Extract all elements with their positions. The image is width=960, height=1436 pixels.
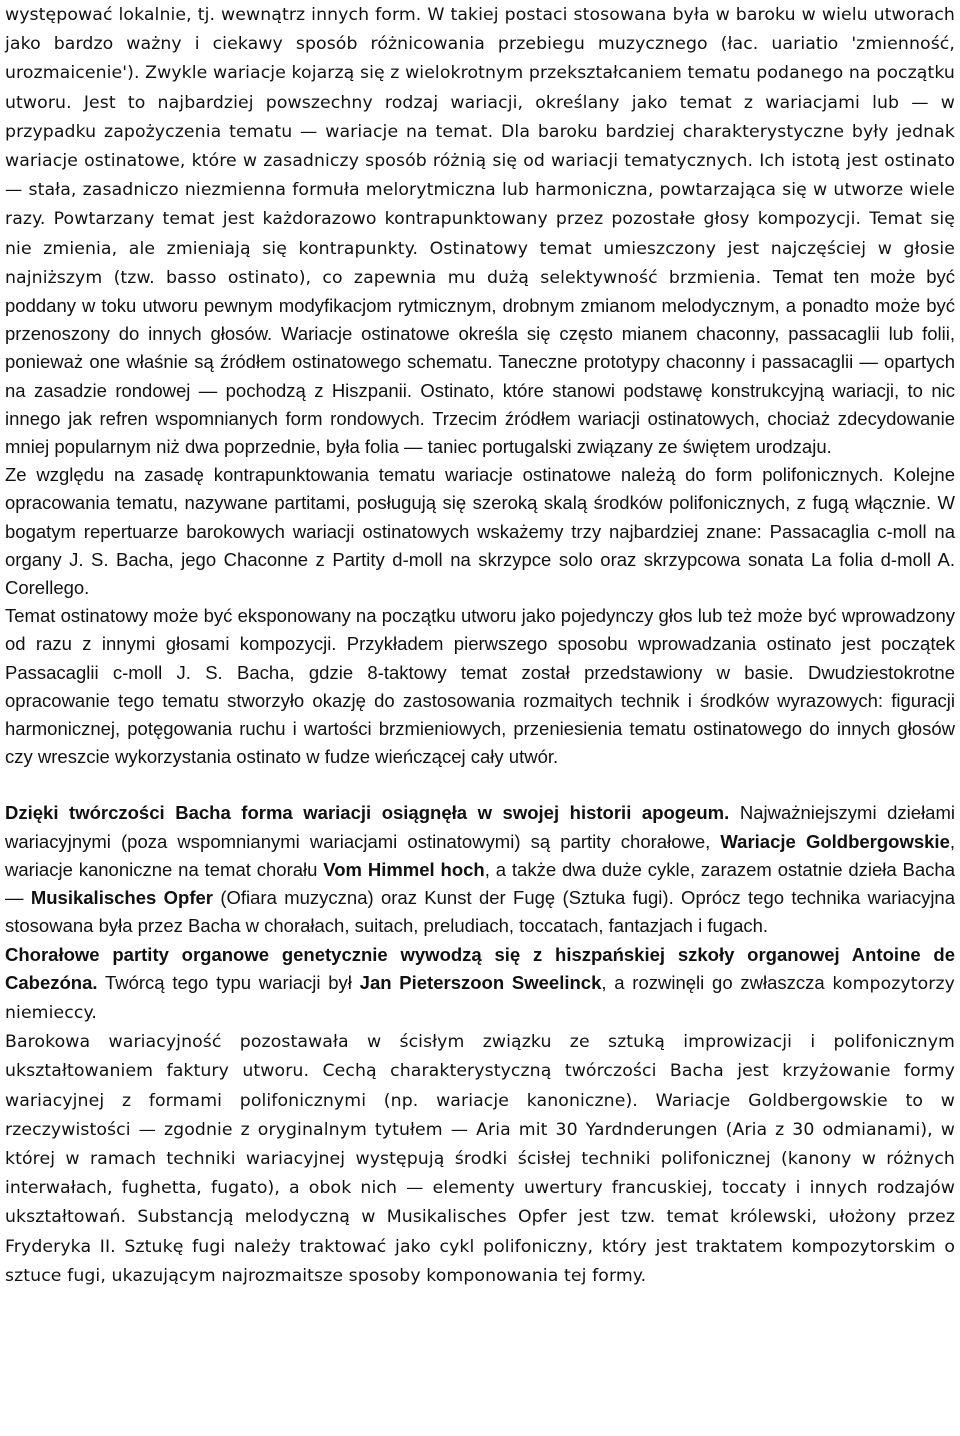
text-segment: Ze względu na zasadę kontrapunktowania tematu wariacje ostinatowe należą do form polifonicznych. Kolejne opracowania tematu, nazywane partitami, posługują się szeroką skalą środków polifonicznych, z fugą włącznie. W bogatym repertuarze barokowych wariacji ostinatowych wskażemy trzy najbardziej znane: Passacaglia c-moll na organy J. S. Bacha, jego Chaconne z Partity d-moll na skrzypce solo oraz skrzypcowa sonata La folia d-moll A. Corellego. [5, 464, 955, 599]
bold-text: Musikalisches Opfer [30, 887, 213, 909]
paragraph-chorale-partitas [5, 941, 955, 1028]
bold-text: Dzięki twórczości Bacha forma wariacji osiągnęła w swojej historii apogeum. [5, 802, 730, 824]
text-segment: Twórcą tego typu wariacji był [97, 971, 360, 993]
text-segment: (Ofiara muzyczna) oraz Kunst der Fugę (Sztuka fugi). Oprócz tego technika wariacyjna stosowana była przez Bacha w chorałach, suitach, preludiach, toccatach, fantazjach i fugach. [5, 887, 956, 937]
bold-text: Chorałowe partity organowe genetycznie wywodzą się z hiszpańskiej szkoły organowej Antoine de Cabezóna. [5, 943, 955, 993]
text-segment: Temat ten może być poddany w toku utworu pewnym modyfikacjom rytmicznym, drobnym zmianom melodycznym, a ponadto może być przenoszony do innych głosów. Wariacje ostinatowe określa się często mianem chaconny, passacaglii lub folii, ponieważ one właśnie są źródłem ostinatowego schematu. Taneczne prototypy chaconny i passacaglii — opartych na zasadzie rondowej — pochodzą z Hiszpanii. Ostinato, które stanowi podstawę konstrukcyjną wariacji, to nic innego jak refren wspomnianych form rondowych. Trzecim źródłem wariacji ostinatowych, chociaż zdecydowanie mniej popularnym niż dwa poprzednie, była folia — taniec portugalski związany ze świętem urodzaju. [5, 265, 956, 458]
bold-text: Jan Pieterszoon Sweelinck [359, 971, 602, 993]
text-segment: Najważniejszymi dziełami wariacyjnymi (poza wspomnianymi wariacjami ostinatowymi) są partity chorałowe, [5, 802, 955, 852]
text-segment: , a rozwinęli go zwłaszcza [601, 971, 833, 993]
text-segment: Temat ostinatowy może być eksponowany na początku utworu jako pojedynczy głos lub też może być wprowadzony od razu z innymi głosami kompozycji. Przykładem pierwszego sposobu wprowadzania ostinato jest początek Passacaglii c-moll J. S. Bacha, gdzie 8-taktowy temat został przedstawiony w basie. Dwudziestokrotne opracowanie tego tematu stworzyło okazję do zastosowania rozmaitych technik i środków wyrazowych: figuracji harmonicznej, potęgowania ruchu i wartości brzmieniowych, przeniesienia tematu ostinatowego do innych głosów czy wreszcie wykorzystania ostinato w fudze wieńczącej cały utwór. [5, 605, 955, 768]
document-page [5, 0, 955, 1290]
text-segment: kompozytorzy niemieccy. [5, 973, 956, 1023]
text-segment: występować lokalnie, tj. wewnątrz innych form. W takiej postaci stosowana była w baroku w wielu utworach jako bardzo ważny i ciekawy sposób różnicowania przebiegu muzycznego (łac. uariatio 'zmienność, urozmaicenie'). Zwykle wariacje kojarzą się z wielokrotnym przekształcaniem tematu podanego na początku utworu. Jest to najbardziej powszechny rodzaj wariacji, określany jako temat z wariacjami lub — w przypadku zapożyczenia tematu — wariacje na temat. Dla baroku bardziej charakterystyczne były jednak wariacje ostinatowe, które w zasadniczy sposób różnią się od wariacji tematycznych. Ich istotą jest ostinato — stała, zasadniczo niezmienna formuła melorytmiczna lub harmoniczna, powtarzająca się w utworze wiele razy. Powtarzany temat jest każdorazowo kontrapunktowany przez pozostałe głosy kompozycji. Temat się nie zmienia, ale zmieniają się kontrapunkty. Ostinatowy temat umieszczony jest najczęściej w głosie najniższym (tzw. basso ostinato), co zapewnia mu dużą selektywność brzmienia. [5, 5, 955, 288]
text-segment: , wariacje kanoniczne na temat chorału [5, 830, 956, 880]
bold-text: Wariacje Goldbergowskie [720, 830, 950, 852]
text-segment: , a także dwa duże cykle, zarazem ostatnie dzieła Bacha — [5, 858, 956, 909]
paragraph-gap [5, 771, 955, 799]
paragraph-variation-intro [5, 0, 955, 461]
paragraph-bach-apogee [5, 799, 955, 940]
paragraph-counterpoint [5, 461, 955, 602]
bold-text: Vom Himmel hoch [323, 858, 485, 880]
paragraph-ostinato-theme [5, 602, 955, 771]
text-segment: Barokowa wariacyjność pozostawała w ścisłym związku ze sztuką improwizacji i polifonicznym ukształtowaniem faktury utworu. Cechą charakterystyczną twórczości Bacha jest krzyżowanie formy wariacyjnej z formami polifonicznymi (np. wariacje kanoniczne). Wariacje Goldbergowskie to w rzeczywistości — zgodnie z oryginalnym tytułem — Aria mit 30 Yardnderungen (Aria z 30 odmianami), w której w ramach techniki wariacyjnej występują środki ścisłej techniki polifonicznej (kanony w różnych interwałach, fughetta, fugato), a obok nich — elementy uwertury francuskiej, toccaty i innych rodzajów ukształtowań. Substancją melodyczną w Musikalisches Opfer jest tzw. temat królewski, ułożony przez Fryderyka II. Sztukę fugi należy traktować jako cykl polifoniczny, który jest traktatem kompozytorskim o sztuce fugi, ukazującym najrozmaitsze sposoby komponowania tej formy. [5, 1032, 955, 1286]
paragraph-baroque-variation [5, 1027, 955, 1290]
